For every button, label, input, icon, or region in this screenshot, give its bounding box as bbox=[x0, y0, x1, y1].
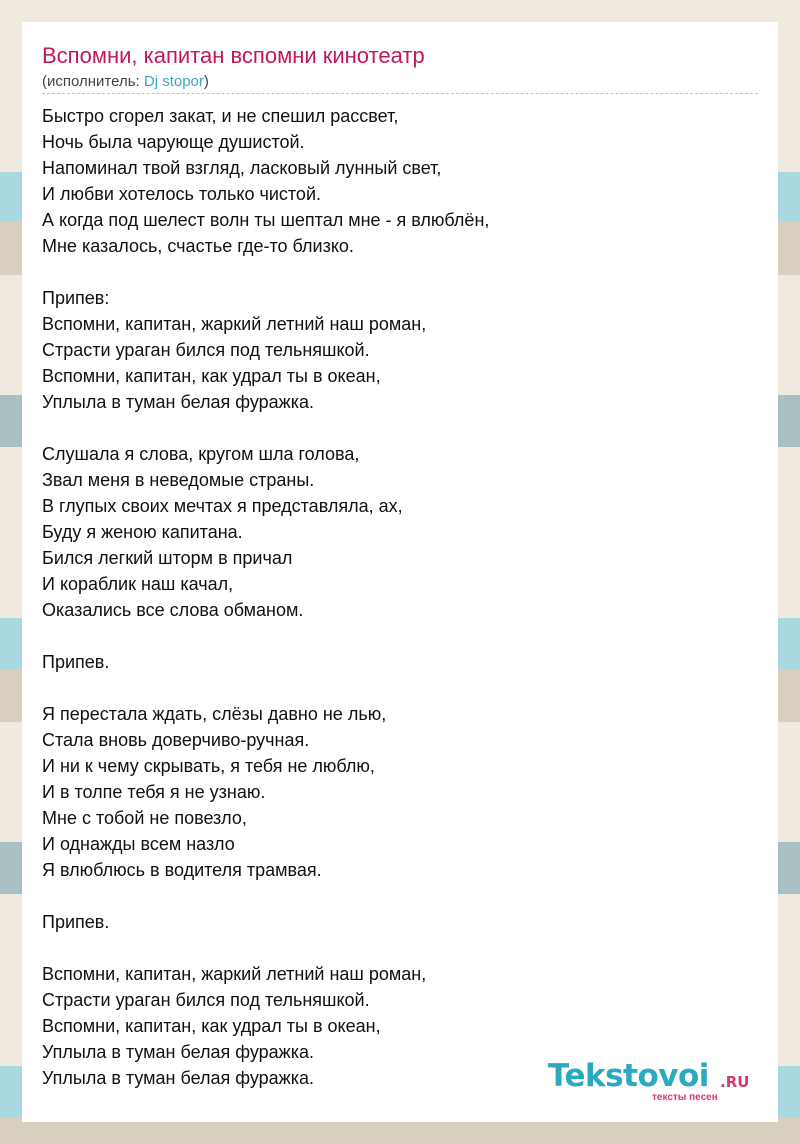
lyric-line: И любви хотелось только чистой. bbox=[42, 184, 321, 204]
lyric-line: Припев: bbox=[42, 288, 110, 308]
lyrics-card bbox=[22, 22, 778, 1122]
lyric-line: А когда под шелест волн ты шептал мне - я влюблён, bbox=[42, 210, 490, 230]
stanza-gap bbox=[42, 675, 758, 701]
title-divider bbox=[42, 93, 758, 94]
stanza-gap bbox=[42, 935, 758, 961]
lyric-line: Страсти ураган бился под тельняшкой. bbox=[42, 340, 370, 360]
lyrics-text bbox=[42, 103, 758, 1091]
artist-prefix: (исполнитель: bbox=[42, 73, 144, 90]
lyric-line: Уплыла в туман белая фуражка. bbox=[42, 1042, 314, 1062]
lyric-line: Ночь была чарующе душистой. bbox=[42, 132, 305, 152]
lyric-line: Буду я женою капитана. bbox=[42, 522, 243, 542]
lyric-line: Мне казалось, счастье где-то близко. bbox=[42, 236, 354, 256]
logo-wordmark: Tekstovoi bbox=[548, 1058, 709, 1094]
stanza-gap bbox=[42, 883, 758, 909]
stanza-gap bbox=[42, 259, 758, 285]
artist-line bbox=[42, 72, 209, 92]
lyric-line: Напоминал твой взгляд, ласковый лунный свет, bbox=[42, 158, 442, 178]
lyric-line: Быстро сгорел закат, и не спешил рассвет, bbox=[42, 106, 399, 126]
lyric-line: Я перестала ждать, слёзы давно не лью, bbox=[42, 704, 387, 724]
lyric-line: Оказались все слова обманом. bbox=[42, 600, 304, 620]
stanza-gap bbox=[42, 415, 758, 441]
lyric-line: Стала вновь доверчиво-ручная. bbox=[42, 730, 310, 750]
lyric-line: Бился легкий шторм в причал bbox=[42, 548, 293, 568]
lyric-line: И ни к чему скрывать, я тебя не люблю, bbox=[42, 756, 375, 776]
logo-domain: .RU bbox=[720, 1073, 750, 1091]
artist-link[interactable]: Dj stopor bbox=[143, 73, 204, 90]
lyric-line: Припев. bbox=[42, 912, 110, 932]
lyric-line: Вспомни, капитан, как удрал ты в океан, bbox=[42, 366, 381, 386]
lyric-line: Уплыла в туман белая фуражка. bbox=[42, 1068, 314, 1088]
lyric-line: И однажды всем назло bbox=[42, 834, 235, 854]
lyric-line: Вспомни, капитан, жаркий летний наш роман, bbox=[42, 314, 427, 334]
lyric-line: Уплыла в туман белая фуражка. bbox=[42, 392, 314, 412]
lyric-line: Страсти ураган бился под тельняшкой. bbox=[42, 990, 370, 1010]
lyric-line: Я влюблюсь в водителя трамвая. bbox=[42, 860, 322, 880]
stanza-gap bbox=[42, 623, 758, 649]
site-logo[interactable] bbox=[548, 1058, 768, 1102]
lyric-line: И кораблик наш качал, bbox=[42, 574, 234, 594]
lyric-line: Вспомни, капитан, жаркий летний наш роман, bbox=[42, 964, 427, 984]
lyric-line: Звал меня в неведомые страны. bbox=[42, 470, 315, 490]
lyric-line: И в толпе тебя я не узнаю. bbox=[42, 782, 266, 802]
artist-suffix: ) bbox=[203, 73, 209, 90]
lyric-line: Мне с тобой не повезло, bbox=[42, 808, 247, 828]
lyric-line: Вспомни, капитан, как удрал ты в океан, bbox=[42, 1016, 381, 1036]
lyric-line: Припев. bbox=[42, 652, 110, 672]
song-title: Вспомни, капитан вспомни кинотеатр bbox=[42, 43, 425, 68]
lyric-line: В глупых своих мечтах я представляла, ах, bbox=[42, 496, 403, 516]
lyric-line: Слушала я слова, кругом шла голова, bbox=[42, 444, 360, 464]
logo-tagline: тексты песен bbox=[652, 1092, 718, 1103]
